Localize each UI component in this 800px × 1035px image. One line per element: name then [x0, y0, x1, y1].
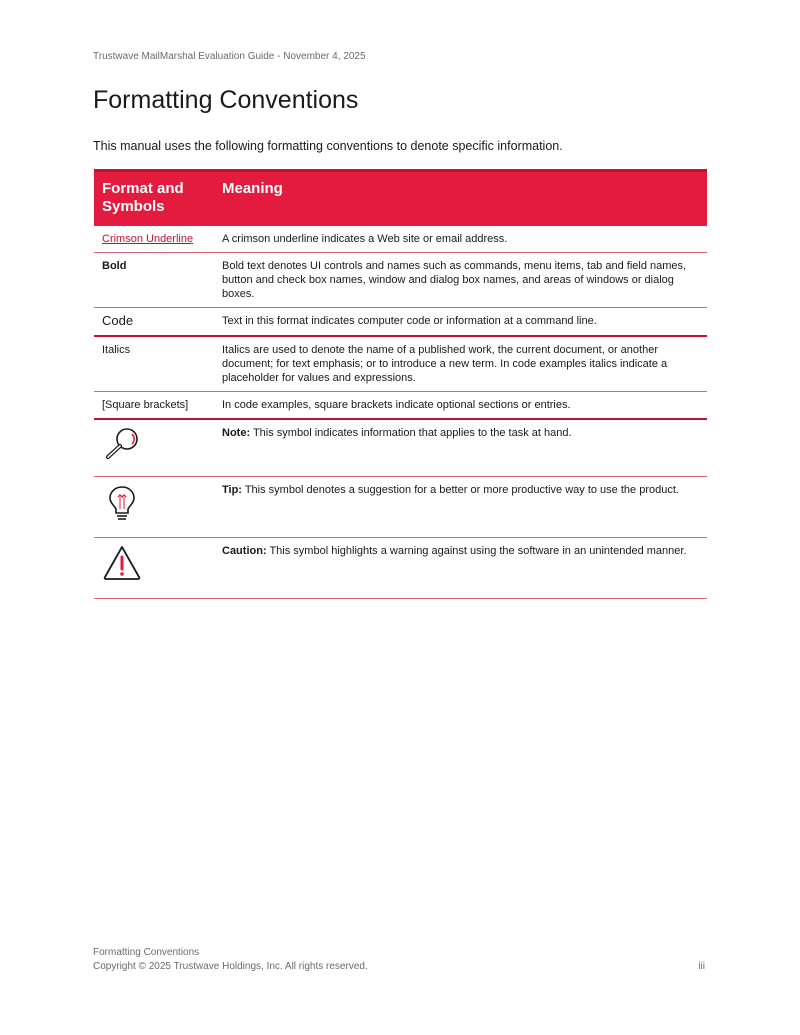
symbol-cell: [94, 538, 214, 599]
tip-text: This symbol denotes a suggestion for a better or more productive way to use the product.: [241, 484, 679, 496]
running-header: Trustwave MailMarshal Evaluation Guide - November 4, 2025: [93, 51, 366, 62]
tip-label: Tip:: [222, 484, 242, 496]
meaning-cell: Text in this format indicates computer code or information at a command line.: [214, 308, 707, 337]
format-cell: [94, 308, 214, 337]
table-row: [94, 308, 707, 337]
magnifier-note-icon: [102, 426, 142, 462]
table-row: [94, 419, 707, 477]
code-sample: Code: [102, 313, 134, 328]
caution-text: This symbol highlights a warning against using the software in an unintended manner.: [266, 545, 687, 557]
table-row: [94, 392, 707, 420]
meaning-cell: Italics are used to denote the name of a published work, the current document, or another document; for text emphasis; or to introduce a new term. In code examples italics indicate a placeholder for values and expressions.: [214, 336, 707, 392]
format-cell: [94, 253, 214, 308]
italics-sample: Italics: [102, 344, 131, 356]
format-cell: [94, 336, 214, 392]
format-cell: [94, 226, 214, 253]
meaning-cell: Bold text denotes UI controls and names such as commands, menu items, tab and field names, button and check box names, window and dialog box names, and areas of windows or dialog boxes.: [214, 253, 707, 308]
table-row: [94, 477, 707, 538]
lightbulb-tip-icon: [102, 483, 142, 525]
meaning-cell: [214, 477, 707, 538]
table-row: [94, 226, 707, 253]
note-label: Note:: [222, 427, 251, 439]
table-row: [94, 538, 707, 599]
footer-section-title: Formatting Conventions: [93, 947, 200, 958]
meaning-cell: In code examples, square brackets indicate optional sections or entries.: [214, 392, 707, 420]
table-row: [94, 336, 707, 392]
page-title: Formatting Conventions: [93, 86, 359, 114]
table-header-row: [94, 171, 707, 227]
meaning-cell: [214, 419, 707, 477]
square-brackets-sample: [Square brackets]: [102, 399, 189, 411]
crimson-underline-sample: Crimson Underline: [102, 233, 194, 245]
format-cell: [94, 392, 214, 420]
intro-paragraph: This manual uses the following formatting conventions to denote specific information.: [93, 139, 563, 153]
header-meaning: Meaning: [214, 171, 707, 227]
page-number: iii: [698, 961, 705, 972]
note-text: This symbol indicates information that applies to the task at hand.: [250, 427, 572, 439]
meaning-cell: A crimson underline indicates a Web site or email address.: [214, 226, 707, 253]
header-format: Format and Symbols: [94, 171, 214, 227]
table-row: [94, 253, 707, 308]
meaning-cell: [214, 538, 707, 599]
bold-sample: Bold: [102, 260, 127, 272]
footer-copyright: Copyright © 2025 Trustwave Holdings, Inc. All rights reserved.: [93, 961, 368, 972]
warning-triangle-icon: [102, 544, 142, 582]
conventions-table: [94, 169, 707, 599]
symbol-cell: [94, 477, 214, 538]
caution-label: Caution:: [222, 545, 267, 557]
symbol-cell: [94, 419, 214, 477]
